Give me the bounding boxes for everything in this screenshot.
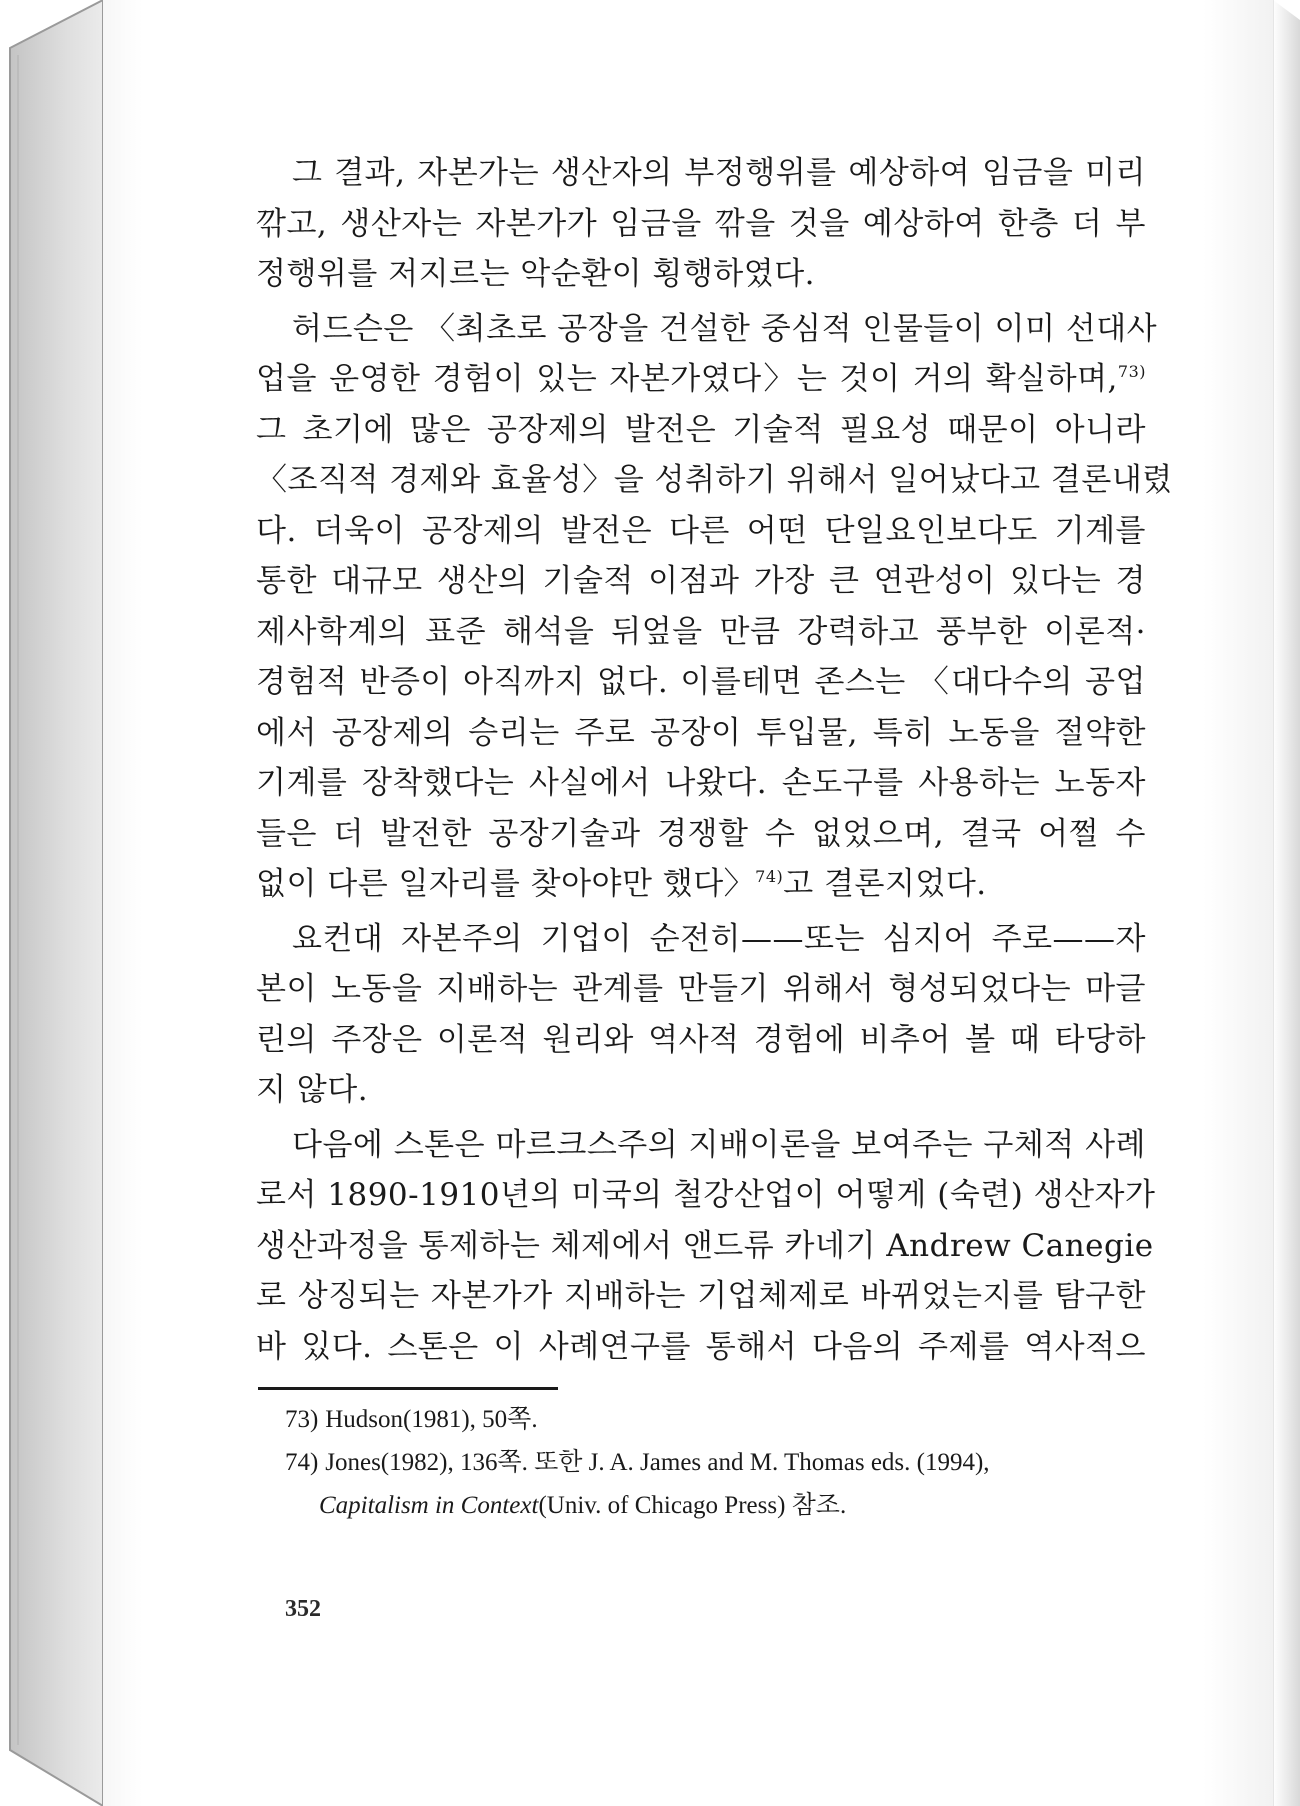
text-line: 허드슨은 〈최초로 공장을 건설한 중심적 인물들이 이미 선대사 xyxy=(292,310,1158,347)
footnote-ref-73: 73) xyxy=(1117,362,1146,381)
footnote-73 xyxy=(285,1398,1145,1441)
text-line: 들은 더 발전한 공장기술과 경쟁할 수 없었으며, 결국 어쩔 수 xyxy=(256,815,1146,852)
text-line: 본이 노동을 지배하는 관계를 만들기 위해서 형성되었다는 마글 xyxy=(256,971,1146,1007)
text-line: 다. 더욱이 공장제의 발전은 다른 어떤 단일요인보다도 기계를 xyxy=(256,512,1146,549)
text-fragment: 없이 다른 일자리를 찾아야만 했다〉 xyxy=(256,866,756,902)
footnotes xyxy=(285,1398,1145,1527)
paragraph-2 xyxy=(256,304,1173,910)
text-line: 기계를 장착했다는 사실에서 나왔다. 손도구를 사용하는 노동자 xyxy=(256,765,1146,801)
paragraph-1 xyxy=(256,148,1146,300)
text-line-with-footnote xyxy=(256,354,1146,405)
footnote-divider xyxy=(258,1387,558,1390)
text-line: 린의 주장은 이론적 원리와 역사적 경험에 비추어 볼 때 타당하 xyxy=(256,1021,1146,1058)
footnote-74 xyxy=(285,1441,1145,1484)
text-line-with-footnote xyxy=(256,859,1146,910)
text-line: 제사학계의 표준 해석을 뒤엎을 만큼 강력하고 풍부한 이론적· xyxy=(256,613,1146,650)
text-line: 정행위를 저지르는 악순환이 횡행하였다. xyxy=(256,256,815,292)
text-line: 지 않다. xyxy=(256,1072,369,1108)
footnote-text: (Univ. of Chicago Press) 참조. xyxy=(538,1492,847,1519)
footnote-number: 73) xyxy=(285,1406,319,1433)
text-line: 통한 대규모 생산의 기술적 이점과 가장 큰 연관성이 있다는 경 xyxy=(256,563,1146,599)
text-line: 경험적 반증이 아직까지 없다. 이를테면 존스는 〈대다수의 공업 xyxy=(256,664,1146,700)
text-fragment: 업을 운영한 경험이 있는 자본가였다〉는 것이 거의 확실하며, xyxy=(256,361,1118,397)
text-line: 로서 1890-1910년의 미국의 철강산업이 어떻게 (숙련) 생산자가 xyxy=(256,1177,1156,1213)
paragraph-3 xyxy=(256,914,1146,1116)
book-title: Capitalism in Context xyxy=(319,1492,539,1519)
main-text xyxy=(256,148,1173,1376)
text-line: 〈조직적 경제와 효율성〉을 성취하기 위해서 일어났다고 결론내렸 xyxy=(256,462,1173,498)
text-line: 로 상징되는 자본가가 지배하는 기업체제로 바뀌었는지를 탐구한 xyxy=(256,1278,1146,1314)
text-fragment: 고 결론지었다. xyxy=(783,866,987,902)
text-line: 요컨대 자본주의 기업이 순전히——또는 심지어 주로——자 xyxy=(292,920,1146,957)
text-line: 그 결과, 자본가는 생산자의 부정행위를 예상하여 임금을 미리 xyxy=(292,155,1146,191)
text-line: 깎고, 생산자는 자본가가 임금을 깎을 것을 예상하여 한층 더 부 xyxy=(256,205,1146,242)
text-line: 그 초기에 많은 공장제의 발전은 기술적 필요성 때문이 아니라 xyxy=(256,411,1146,448)
footnote-number: 74) xyxy=(285,1449,319,1476)
footnote-text: Jones(1982), 136쪽. 또한 J. A. James and M. Thomas eds. (1994), xyxy=(325,1449,990,1476)
paragraph-4 xyxy=(256,1120,1156,1373)
footnote-74-continuation xyxy=(285,1484,1145,1527)
text-line: 다음에 스톤은 마르크스주의 지배이론을 보여주는 구체적 사례 xyxy=(292,1126,1146,1163)
text-line: 에서 공장제의 승리는 주로 공장이 투입물, 특히 노동을 절약한 xyxy=(256,714,1146,751)
text-line: 바 있다. 스톤은 이 사례연구를 통해서 다음의 주제를 역사적으 xyxy=(256,1328,1146,1365)
page-number: 352 xyxy=(285,1596,321,1622)
footnote-text: Hudson(1981), 50쪽. xyxy=(325,1406,538,1433)
footnote-ref-74: 74) xyxy=(755,867,784,886)
text-line: 생산과정을 통제하는 체제에서 앤드류 카네기 Andrew Canegie xyxy=(256,1227,1154,1264)
